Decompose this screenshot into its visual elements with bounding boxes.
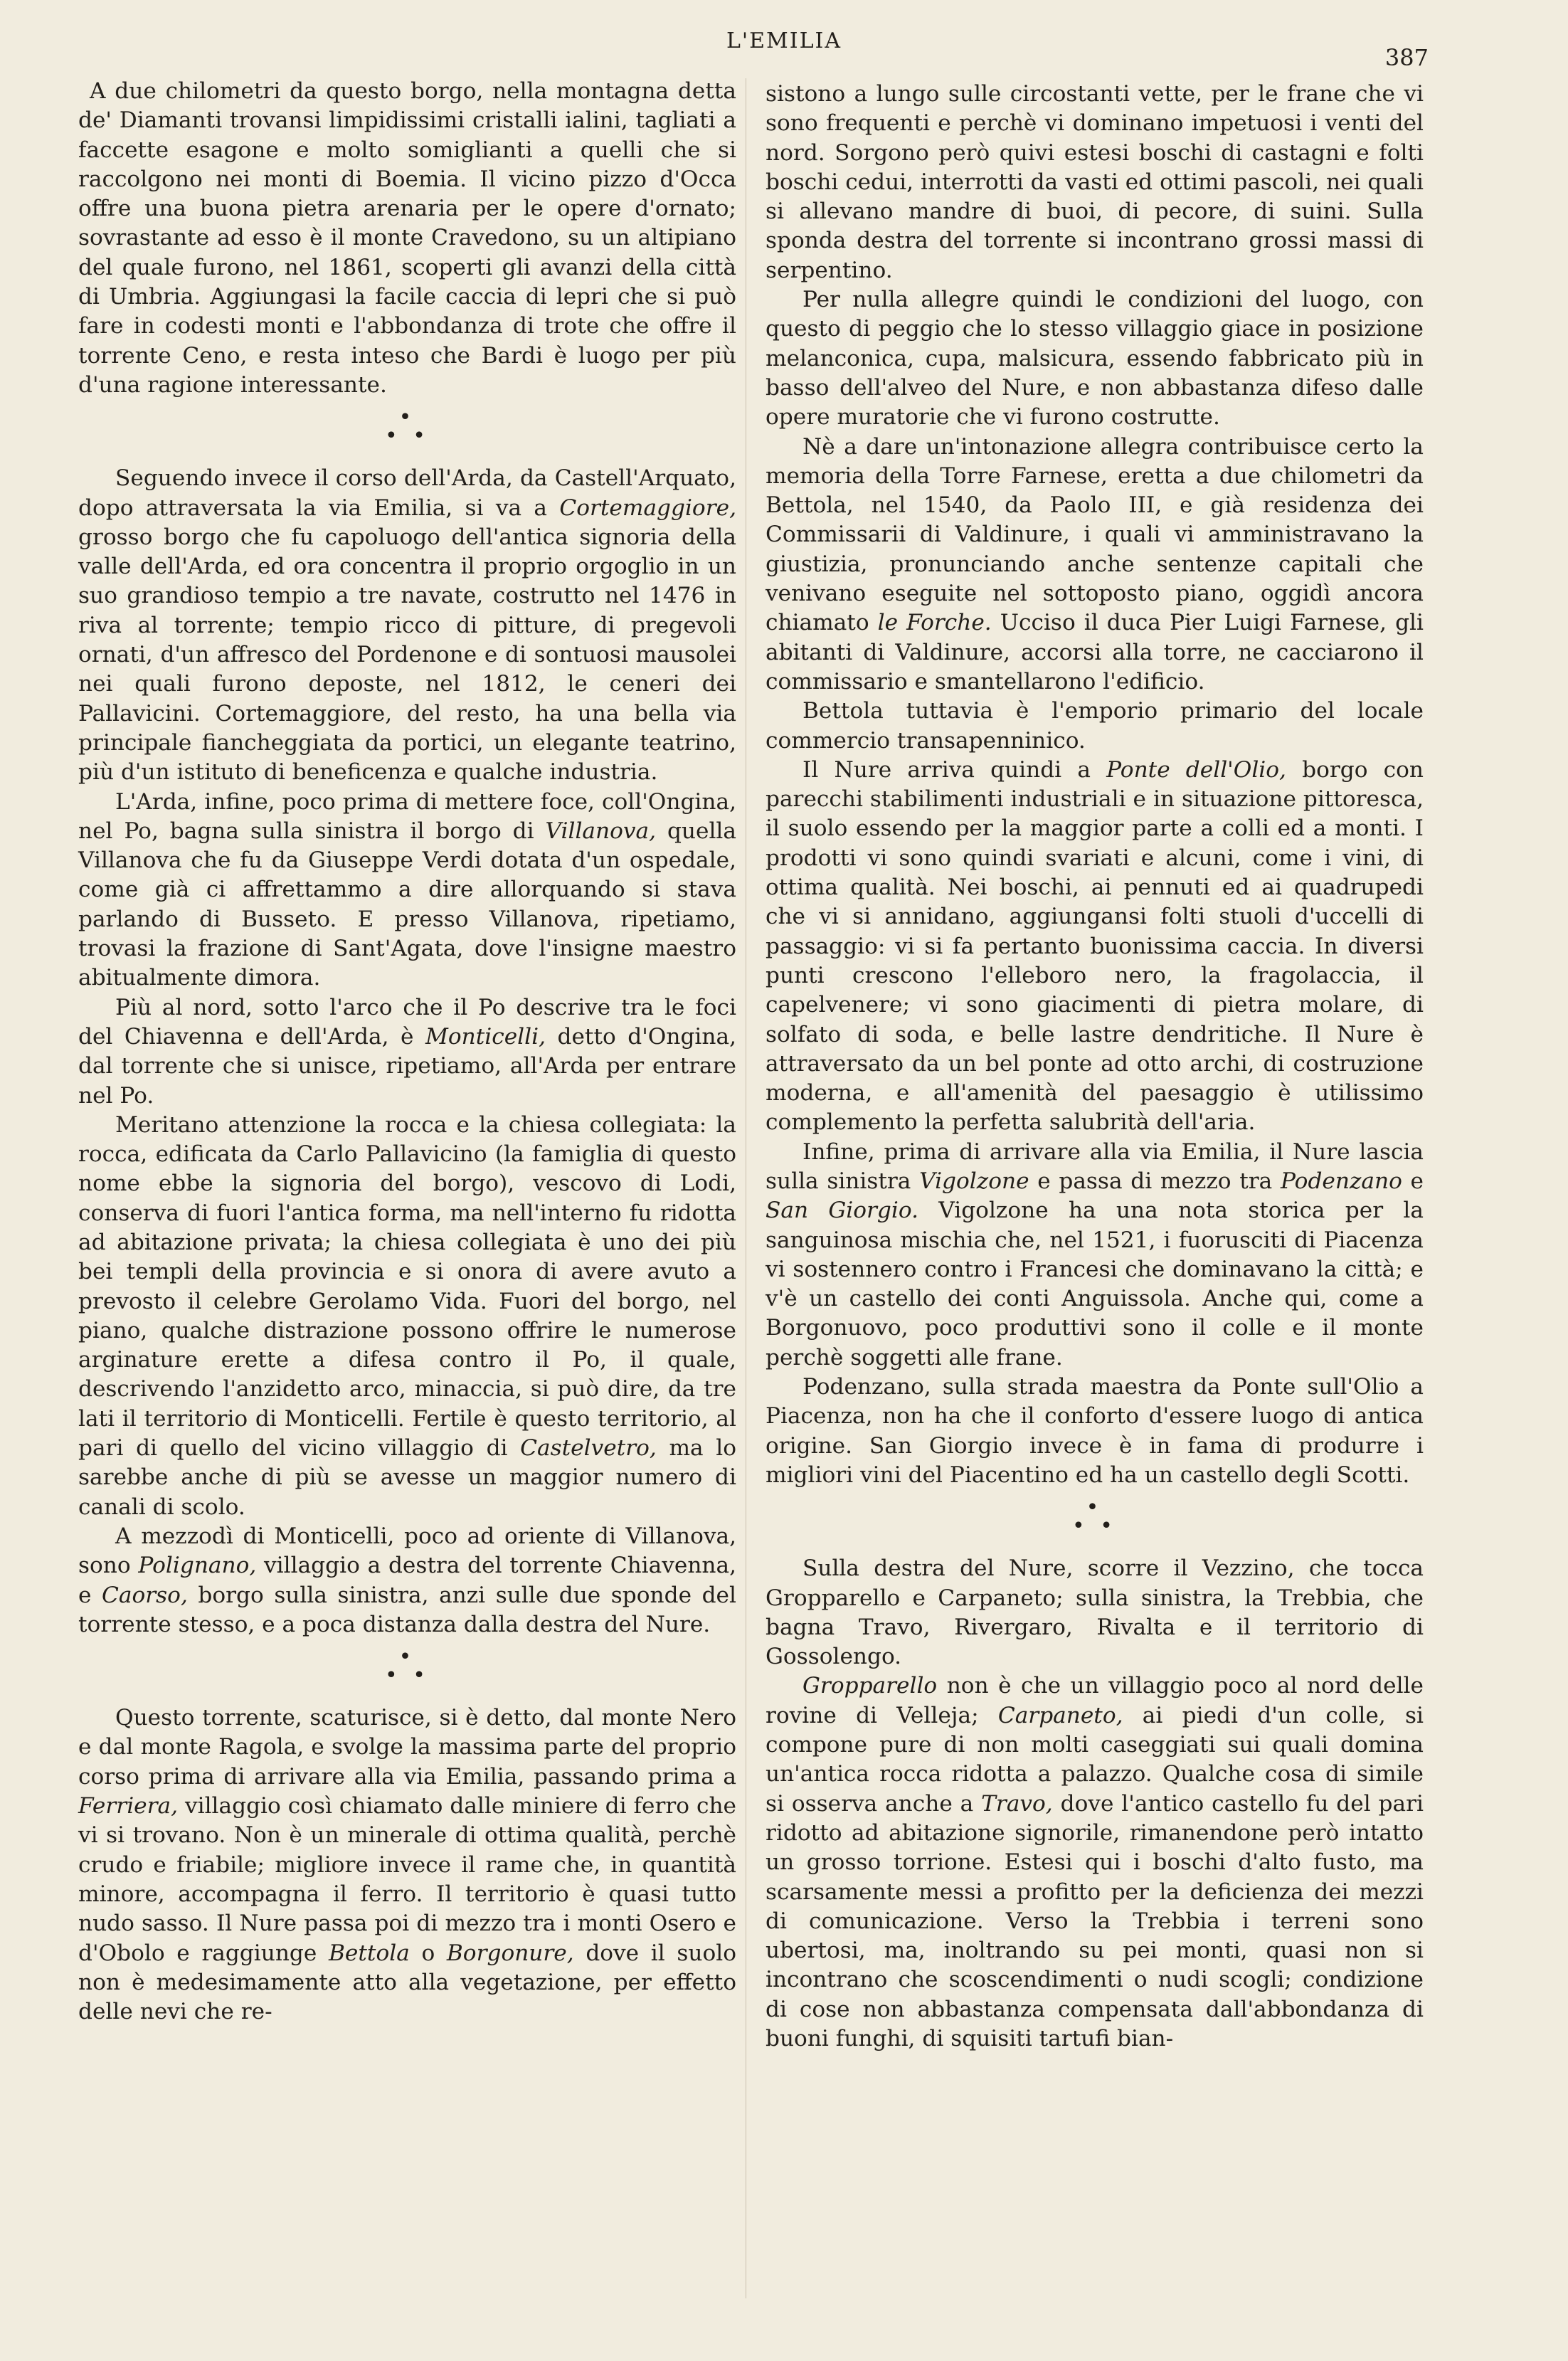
text-run: dove l'antico castello fu del pari ridotto ad abitazione signorile, rimanendone però intatto un grosso torrione. Estesi qui i boschi d'alto fusto, ma scarsamente messi a profitto per la deficienza dei mezzi di comunicazione. Verso la Trebbia i terreni sono ubertosi, ma, inoltrando su pei monti, quasi non si incontrano che scoscendimenti o nudi scogli; condizione di cose non abbastanza compensata dall'abbondanza di buoni funghi, di squisiti tartufi bian- (766, 1790, 1424, 2051)
place-name: Ferriera, (78, 1793, 179, 1819)
text-run: e (1402, 1168, 1424, 1194)
running-head: L'EMILIA (726, 28, 842, 53)
text-run: Infine, prima di arrivare alla via Emilia, il Nure lascia sulla sinistra (766, 1139, 1424, 1194)
text-run: Ucciso il duca Pier Luigi Farnese, gli abitanti di Valdinure, accorsi alla torre, ne cacciarono il commissario e smantellarono l'edificio. (766, 610, 1424, 694)
paragraph (78, 1111, 736, 1522)
place-name: Borgonure, (446, 1940, 574, 1966)
text-run: grosso borgo che fu capoluogo dell'antica signoria della valle dell'Arda, ed ora concentra il proprio orgoglio in un suo grandioso tempio a tre navate, costrutto nel 1476 in riva al torrente; tempio ricco di pitture, di pregevoli ornati, d'un affresco del Pordenone e di sontuosi mausolei nei quali furono deposte, nel 1812, le ceneri dei Pallavicini. Cortemaggiore, del resto, ha una bella via principale fiancheggiata da portici, un elegante teatrino, più d'un istituto di beneficenza e qualche industria. (78, 524, 736, 786)
place-name: le Forche. (877, 610, 992, 636)
place-name: Travo, (981, 1790, 1053, 1817)
place-name: Monticelli, (425, 1023, 546, 1050)
paragraph: Bettola tuttavia è l'emporio primario del locale commercio transapenninico. (766, 698, 1424, 754)
text-run: e passa di mezzo tra (1029, 1168, 1281, 1194)
place-name: Gropparello (802, 1673, 938, 1699)
text-run: detto d'Ongina, dal torrente che si unisce, ripetiamo, all'Arda per entrare nel Po. (78, 1023, 736, 1109)
paragraph (78, 788, 736, 993)
text-run: Nè a dare un'intonazione allegra contribuisce certo la memoria della Torre Farnese, eretta a due chilometri da Bettola, nel 1540, da Paolo III, e già residenza dei Commissarii di Valdinure, i quali vi amministravano la giustizia, pronunciando anche sentenze capitali che venivano eseguite nel sottoposto piano, oggidì ancora chiamato (766, 433, 1424, 636)
place-name: Bettola (329, 1940, 410, 1966)
text-run: o (409, 1940, 447, 1966)
text-run: villaggio a destra del torrente Chiavenna, e (78, 1553, 736, 1608)
text-run: borgo con parecchi stabilimenti industriali e in situazione pittoresca, il suolo essendo per la maggior parte a colli ed a monti. I prodotti vi sono quindi svariati e alcuni, come i vini, di ottima qualità. Nei boschi, ai pennuti ed ai quadrupedi che vi si annidano, aggiungansi folti stuoli d'uccelli di passaggio: vi si fa pertanto buonissima caccia. In diversi punti crescono l'elleboro nero, la fragolaccia, il capelvenere; vi sono giacimenti di pietra molare, di solfato di soda, e belle lastre dendritiche. Il Nure è attraversato da un bel ponte ad otto archi, di costruzione moderna, e all'amenità del paesaggio è utilissimo complemento la perfetta salubrità dell'aria. (766, 756, 1424, 1136)
text-run: dove il suolo non è medesimamente atto alla vegetazione, per effetto delle nevi che re- (78, 1940, 736, 2025)
place-name: Villanova, (545, 818, 657, 844)
text-run: Vigolzone ha una nota storica per la sanguinosa mischia che, nel 1521, i fuorusciti di Piacenza vi sostennero contro i Francesi che dominavano la città; e v'è un castello dei conti Anguissola. Anche qui, come a Borgonuovo, poco produttivi sono il colle e il monte perchè soggetti alle frane. (766, 1198, 1424, 1370)
text-run: Seguendo invece il corso dell'Arda, da Castell'Arquato, dopo attraversata la via Emilia, si va a (78, 465, 736, 521)
paragraph: A due chilometri da questo borgo, nella montagna detta de' Diamanti trovansi limpidissimi cristalli ialini, tagliati a faccette esagone e molto somiglianti a quelli che si raccolgono nei monti di Boemia. Il vicino pizzo d'Occa offre una buona pietra arenaria per le opere d'ornato; sovrastante ad esso è il monte Cravedono, su un altipiano del quale furono, nel 1861, scoperti gli avanzi della città di Umbria. Aggiungasi la facile caccia di lepri che si può fare in codesti monti e l'abbondanza di trote che offre il torrente Ceno, e resta inteso che Bardi è luogo per più d'una ragione interessante. (78, 78, 736, 398)
text-run: non è che un villaggio poco al nord delle rovine di Velleja; (766, 1673, 1424, 1728)
section-separator (78, 1639, 736, 1704)
text-run: quella Villanova che fu da Giuseppe Verdi dotata d'un ospedale, come già ci affrettammo a dire allorquando si stava parlando di Busseto. E presso Villanova, ripetiamo, trovasi la frazione di Sant'Agata, dove l'insigne maestro abitualmente dimora. (78, 818, 736, 991)
left-column (78, 77, 736, 2027)
paragraph (78, 1704, 736, 2027)
text-run: villaggio così chiamato dalle miniere di ferro che vi si trovano. Non è un minerale di ottima qualità, perchè crudo e friabile; migliore invece il rame che, in quantità minore, accompagna il ferro. Il territorio è quasi tutto nudo sasso. Il Nure passa poi di mezzo tra i monti Osero e d'Obolo e raggiunge (78, 1793, 736, 1966)
paragraph (766, 433, 1424, 697)
paragraph (78, 993, 736, 1111)
place-name: Polignano, (138, 1553, 257, 1579)
text-run: Più al nord, sotto l'arco che il Po descrive tra le foci del Chiavenna e dell'Arda, è (78, 994, 736, 1050)
section-separator (78, 400, 736, 464)
text-run: L'Arda, infine, poco prima di mettere foce, coll'Ongina, nel Po, bagna sulla sinistra il borgo di (78, 788, 736, 844)
place-name: Carpaneto, (997, 1702, 1123, 1728)
place-name: Ponte dell'Olio, (1106, 756, 1286, 783)
place-name: San Giorgio. (766, 1198, 918, 1224)
text-run: ai piedi d'un colle, si compone pure di non molti caseggiati sui quali domina un'antica rocca ridotta a palazzo. Qualche cosa di simile si osserva anche a (766, 1702, 1424, 1817)
text-run: Il Nure arriva quindi a (802, 756, 1107, 783)
paragraph: Sulla destra del Nure, scorre il Vezzino, che tocca Gropparello e Carpaneto; sulla sinistra, la Trebbia, che bagna Travo, Rivergaro, Rivalta e il territorio di Gossolengo. (766, 1555, 1424, 1670)
place-name: Castelvetro, (520, 1435, 657, 1462)
section-separator (766, 1490, 1424, 1554)
paragraph (78, 1522, 736, 1639)
place-name: Vigolzone (919, 1168, 1029, 1194)
text-run: ma lo sarebbe anche di più se avesse un maggior numero di canali di scolo. (78, 1435, 736, 1520)
paragraph (766, 1138, 1424, 1373)
place-name: Podenzano (1280, 1168, 1402, 1194)
text-run: Questo torrente, scaturisce, si è detto, dal monte Nero e dal monte Ragola, e svolge la massima parte del proprio corso prima di arrivare alla via Emilia, passando prima a (78, 1705, 736, 1790)
separator-dot: • (398, 1644, 416, 1670)
separator-dots: • • (385, 423, 430, 449)
paragraph: sistono a lungo sulle circostanti vette, per le frane che vi sono frequenti e perchè vi dominano impetuosi i venti del nord. Sorgono però quivi estesi boschi di castagni e folti boschi cedui, interrotti da vasti ed ottimi pascoli, nei quali si allevano mandre di buoi, di pecore, di suini. Sulla sponda destra del torrente si incontrano grossi massi di serpentino. (766, 81, 1424, 283)
paragraph (766, 756, 1424, 1138)
place-name: Cortemaggiore, (559, 495, 736, 521)
separator-dot: • (398, 405, 416, 431)
separator-dot: • (1086, 1495, 1103, 1521)
paragraph: Per nulla allegre quindi le condizioni del luogo, con questo di peggio che lo stesso villaggio giace in posizione melanconica, cupa, malsicura, essendo fabbricato più in basso dell'alveo del Nure, e non abbastanza difeso dalle opere muratorie che vi furono costrutte. (766, 287, 1424, 431)
separator-dots: • • (1072, 1514, 1117, 1539)
paragraph: Podenzano, sulla strada maestra da Ponte sull'Olio a Piacenza, non ha che il conforto d'essere luogo di antica origine. San Giorgio invece è in fama di produrre i migliori vini del Piacentino ed ha un castello degli Scotti. (766, 1374, 1424, 1488)
text-run: borgo sulla sinistra, anzi sulle due sponde del torrente stesso, e a poca distanza dalla destra del Nure. (78, 1582, 736, 1637)
paragraph (78, 464, 736, 787)
page-number: 387 (1384, 44, 1429, 71)
text-run: A mezzodì di Monticelli, poco ad oriente di Villanova, sono (78, 1523, 736, 1579)
paragraph (766, 1671, 1424, 2054)
right-column (766, 80, 1424, 2054)
place-name: Caorso, (102, 1582, 188, 1608)
text-run: Meritano attenzione la rocca e la chiesa collegiata: la rocca, edificata da Carlo Pallavicino (la famiglia di questo nome ebbe la signoria del borgo), vescovo di Lodi, conserva di fuori l'antica forma, ma nell'interno fu ridotta ad abitazione privata; la chiesa collegiata è uno dei più bei templi della provincia e si onora di avere avuto a prevosto il celebre Gerolamo Vida. Fuori del borgo, nel piano, qualche distrazione possono offrire le numerose arginature erette a difesa contro il Po, il quale, descrivendo l'anzidetto arco, minaccia, si può dire, da tre lati il territorio di Monticelli. Fertile è questo territorio, al pari di quello del vicino villaggio di (78, 1111, 736, 1462)
separator-dots: • • (385, 1663, 430, 1689)
